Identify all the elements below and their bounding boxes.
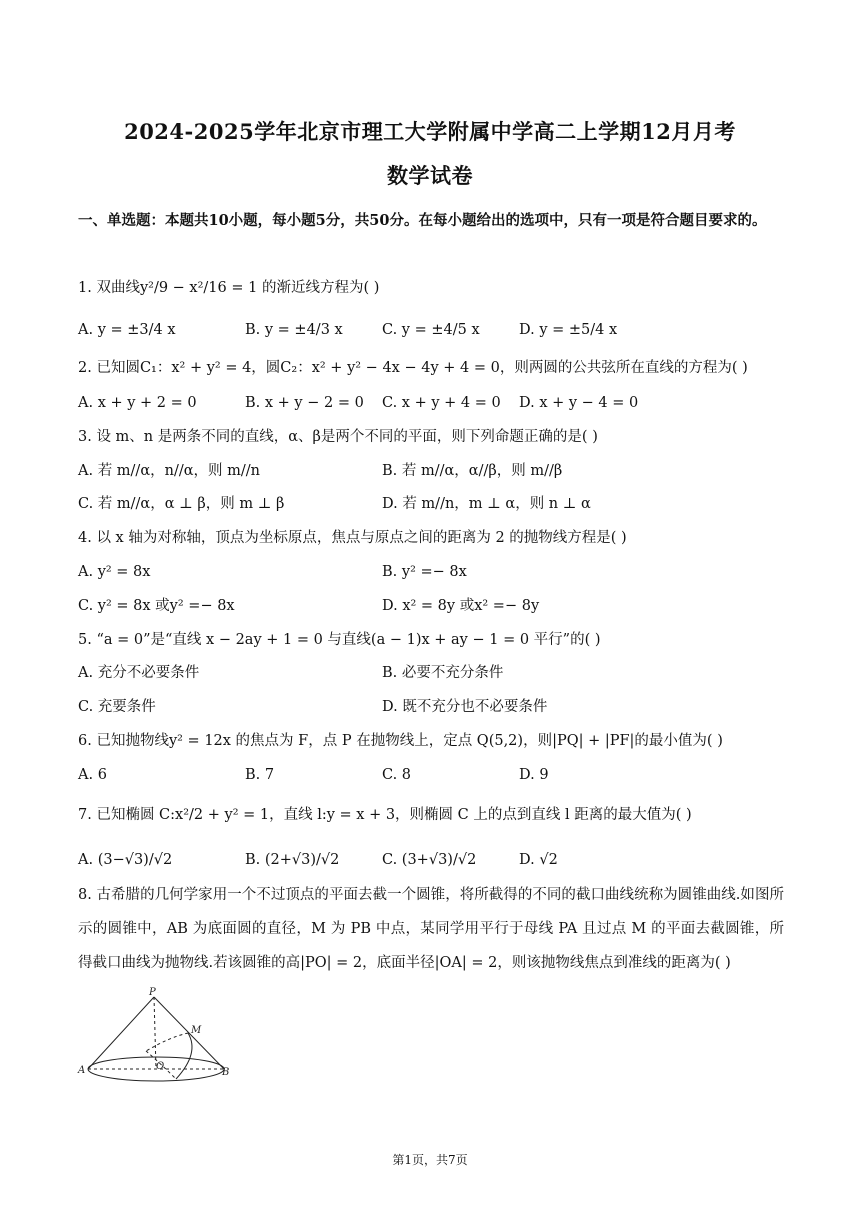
- question-5-option-a: A. 充分不必要条件: [78, 665, 200, 681]
- question-4-option-d: D. x² = 8y 或x² =− 8y: [382, 598, 540, 614]
- cone-figure: [74, 985, 234, 1090]
- label-p: P: [149, 987, 156, 998]
- question-6-option-b: B. 7: [245, 767, 275, 783]
- label-o: O: [156, 1061, 165, 1072]
- question-4-option-c: C. y² = 8x 或y² =− 8x: [78, 598, 235, 614]
- question-6-option-c: C. 8: [382, 767, 412, 783]
- section-curve-front: [176, 1033, 192, 1079]
- question-4-option-b: B. y² =− 8x: [382, 564, 467, 580]
- question-7-stem: 7. 已知椭圆 C:x²/2 + y² = 1，直线 l:y = x + 3，则椭圆 C 上的点到直线 l 距离的最大值为( ): [78, 807, 692, 823]
- question-1-option-a: A. y = ±3/4 x: [78, 322, 176, 338]
- question-7-option-b: B. (2+√3)/√2: [245, 852, 340, 868]
- question-8-stem: 8. 古希腊的几何学家用一个不过顶点的平面去截一个圆锥，将所截得的不同的截口曲线统称为圆锥曲线.如图所示的圆锥中，AB 为底面圆的直径，M 为 PB 中点，某同学用平行于母线 PA 且过点 M 的平面去截圆锥，所得截口曲线为抛物线.若该圆锥的高|PO| = 2，底面半径|OA| = 2，则该抛物线焦点到准线的距离为( ): [78, 887, 784, 971]
- question-3-stem: 3. 设 m、n 是两条不同的直线，α、β是两个不同的平面，则下列命题正确的是( ): [78, 429, 598, 445]
- question-7-option-a: A. (3−√3)/√2: [78, 852, 173, 868]
- question-2-stem: 2. 已知圆C₁：x² + y² = 4，圆C₂：x² + y² − 4x − 4y + 4 = 0，则两圆的公共弦所在直线的方程为( ): [78, 360, 748, 376]
- section-curve-hidden: [146, 1033, 188, 1051]
- question-5-option-c: C. 充要条件: [78, 699, 156, 715]
- question-5-stem: 5. “a = 0”是“直线 x − 2ay + 1 = 0 与直线(a − 1)x + ay − 1 = 0 平行”的( ): [78, 632, 601, 648]
- section-heading: 一、单选题：本题共10小题，每小题5分，共50分。在每小题给出的选项中，只有一项是符合题目要求的。: [78, 212, 767, 229]
- page-footer: 第1页，共7页: [392, 1153, 468, 1167]
- question-1-option-d: D. y = ±5/4 x: [519, 322, 618, 338]
- label-b: B: [222, 1067, 230, 1078]
- label-m: M: [191, 1025, 202, 1036]
- question-7-option-c: C. (3+√3)/√2: [382, 852, 477, 868]
- question-5-option-d: D. 既不充分也不必要条件: [382, 699, 548, 715]
- question-1-option-c: C. y = ±4/5 x: [382, 322, 480, 338]
- question-3-option-a: A. 若 m//α，n//α，则 m//n: [78, 463, 260, 479]
- question-5-option-b: B. 必要不充分条件: [382, 665, 504, 681]
- question-3-option-b: B. 若 m//α，α//β，则 m//β: [382, 463, 563, 479]
- question-1-stem: 1. 双曲线y²/9 − x²/16 = 1 的渐近线方程为( ): [78, 280, 380, 296]
- height-po: [154, 997, 156, 1069]
- question-4-option-a: A. y² = 8x: [78, 564, 151, 580]
- question-3-option-d: D. 若 m//n，m ⊥ α，则 n ⊥ α: [382, 496, 591, 512]
- question-4-stem: 4. 以 x 轴为对称轴，顶点为坐标原点，焦点与原点之间的距离为 2 的抛物线方程是( ): [78, 530, 627, 546]
- question-1-option-b: B. y = ±4/3 x: [245, 322, 343, 338]
- question-2-option-c: C. x + y + 4 = 0: [382, 395, 501, 411]
- question-3-option-c: C. 若 m//α，α ⊥ β，则 m ⊥ β: [78, 496, 285, 512]
- question-2-option-d: D. x + y − 4 = 0: [519, 395, 639, 411]
- question-6-option-a: A. 6: [78, 767, 107, 783]
- question-6-stem: 6. 已知抛物线y² = 12x 的焦点为 F，点 P 在抛物线上，定点 Q(5,2)，则|PQ| + |PF|的最小值为( ): [78, 733, 723, 749]
- label-a: A: [78, 1065, 86, 1076]
- question-2-option-a: A. x + y + 2 = 0: [78, 395, 197, 411]
- document-subtitle: 数学试卷: [387, 163, 473, 188]
- question-6-option-d: D. 9: [519, 767, 549, 783]
- question-7-option-d: D. √2: [519, 852, 558, 868]
- question-2-option-b: B. x + y − 2 = 0: [245, 395, 364, 411]
- document-title: 2024-2025学年北京市理工大学附属中学高二上学期12月月考: [124, 119, 736, 144]
